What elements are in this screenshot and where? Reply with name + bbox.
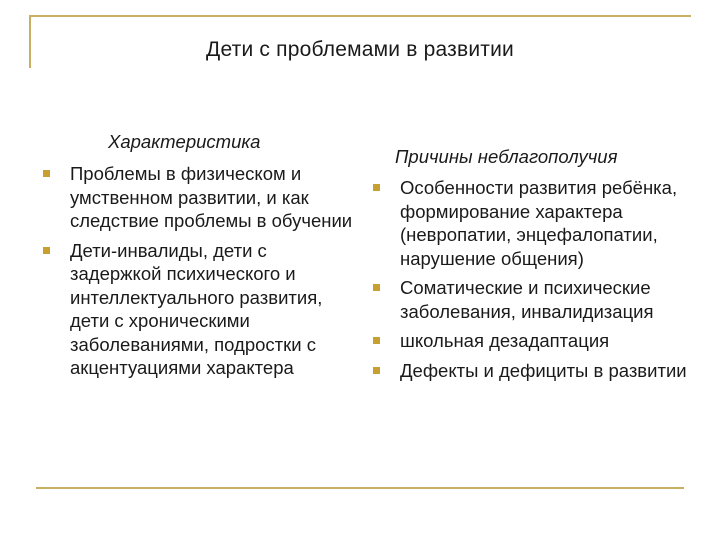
square-bullet-icon <box>373 367 380 374</box>
right-column-heading: Причины неблагополучия <box>395 146 618 167</box>
list-item-text: школьная дезадаптация <box>400 330 610 351</box>
list-item <box>70 162 355 233</box>
list-item <box>400 329 690 353</box>
list-item-text: Проблемы в физическом и умственном развитии, и как следствие проблемы в обучении <box>70 163 353 231</box>
square-bullet-icon <box>373 337 380 344</box>
square-bullet-icon <box>373 184 380 191</box>
list-item <box>70 239 355 380</box>
bottom-rule <box>36 487 684 489</box>
list-item <box>400 276 690 323</box>
right-bullet-list <box>400 176 690 388</box>
list-item-text: Соматические и психические заболевания, инвалидизация <box>400 277 654 322</box>
list-item <box>400 176 690 270</box>
list-item-text: Дети-инвалиды, дети с задержкой психического и интеллектуального развития, дети с хроническими заболеваниями, подростки с акцентуациями характера <box>70 239 323 378</box>
page-title: Дети с проблемами в развитии <box>206 38 514 61</box>
left-bullet-list <box>70 162 355 386</box>
list-item <box>400 359 690 383</box>
square-bullet-icon <box>373 284 380 291</box>
left-column-heading: Характеристика <box>108 131 261 152</box>
square-bullet-icon <box>43 170 50 177</box>
square-bullet-icon <box>43 247 50 254</box>
list-item-text: Дефекты и дефициты в развитии <box>400 359 687 381</box>
top-rule <box>29 15 691 17</box>
list-item-text: Особенности развития ребёнка, формирование характера (невропатии, энцефалопатии, нарушение общения) <box>400 177 678 269</box>
